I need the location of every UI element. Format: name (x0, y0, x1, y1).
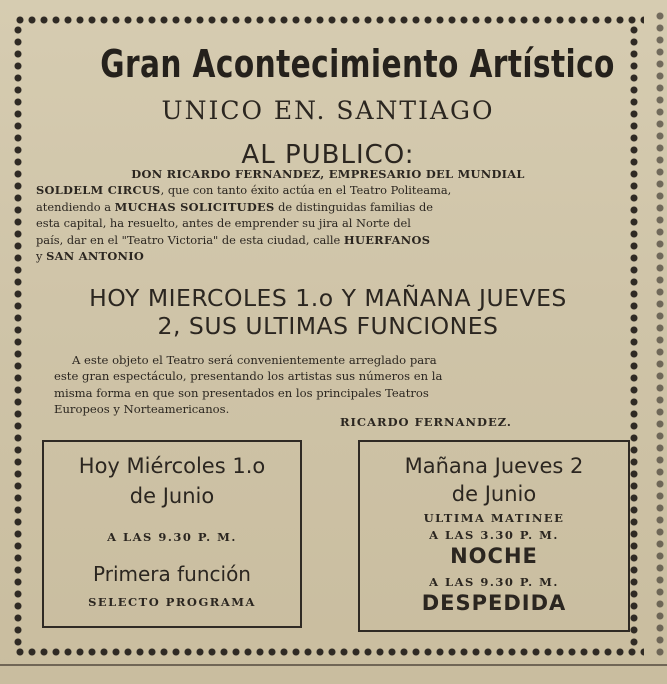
tomorrow-farewell: DESPEDIDA (421, 591, 567, 615)
notice-line-2: este gran espectáculo, presentando los artistas sus números en la (54, 369, 443, 384)
tomorrow-night-time: A LAS 9.30 P. M. (429, 575, 559, 589)
intro-line-5-start: país, dar en el "Teatro Victoria" de esta ciudad, calle (36, 232, 344, 247)
street-huerfanos: HUERFANOS (343, 232, 431, 247)
intro-line-6-start: y (36, 249, 47, 264)
intro-line-1: DON RICARDO FERNANDEZ, EMPRESARIO DEL MUNDIAL (131, 167, 525, 181)
tomorrow-date: de Junio (451, 482, 537, 506)
tomorrow-matinee: ULTIMA MATINEE (423, 511, 565, 525)
greeting: AL PUBLICO: (241, 140, 415, 170)
beaded-border-left (12, 24, 24, 648)
ad-title: Gran Acontecimiento Artístico (100, 42, 615, 86)
box-tomorrow (358, 440, 630, 632)
intro-line-2: , que con tanto éxito actúa en el Teatro Politeama, (160, 183, 452, 198)
box-today (42, 440, 302, 628)
circus-name: SOLDELM CIRCUS (36, 183, 161, 198)
today-event: Primera función (93, 562, 251, 586)
headline-line-1: HOY MIERCOLES 1.o Y MAÑANA JUEVES (89, 284, 567, 312)
intro-line-3-start: atendiendo a (36, 199, 115, 214)
today-date: de Junio (129, 484, 215, 508)
notice-line-3: misma forma en que son presentados en los principales Teatros (54, 385, 429, 400)
signature: RICARDO FERNANDEZ. (340, 415, 512, 429)
notice-line-1: A este objeto el Teatro será convenientemente arreglado para (72, 353, 437, 367)
notice-paragraph (54, 352, 624, 418)
notice-line-4: Europeos y Norteamericanos. (54, 402, 230, 417)
column-rule (0, 664, 667, 666)
beaded-border-top (14, 14, 644, 26)
today-program: SELECTO PROGRAMA (88, 595, 256, 609)
ad-subtitle: UNICO EN. SANTIAGO (161, 96, 495, 125)
neighbor-ad-border (654, 10, 666, 660)
headline (36, 284, 620, 340)
today-time: A LAS 9.30 P. M. (107, 530, 237, 544)
requests-emphasis: MUCHAS SOLICITUDES (114, 199, 275, 214)
intro-line-4: esta capital, ha resuelto, antes de emprender su jira al Norte del (36, 216, 411, 231)
tomorrow-matinee-time: A LAS 3.30 P. M. (429, 528, 559, 542)
intro-paragraph (36, 166, 620, 264)
beaded-border-bottom (14, 646, 644, 658)
tomorrow-night: NOCHE (450, 544, 538, 568)
street-san-antonio: SAN ANTONIO (46, 249, 145, 264)
tomorrow-day: Mañana Jueves 2 (404, 454, 584, 478)
intro-line-3-rest: de distinguidas familias de (274, 199, 433, 214)
headline-line-2: 2, SUS ULTIMAS FUNCIONES (157, 312, 499, 340)
today-day: Hoy Miércoles 1.o (78, 454, 266, 478)
